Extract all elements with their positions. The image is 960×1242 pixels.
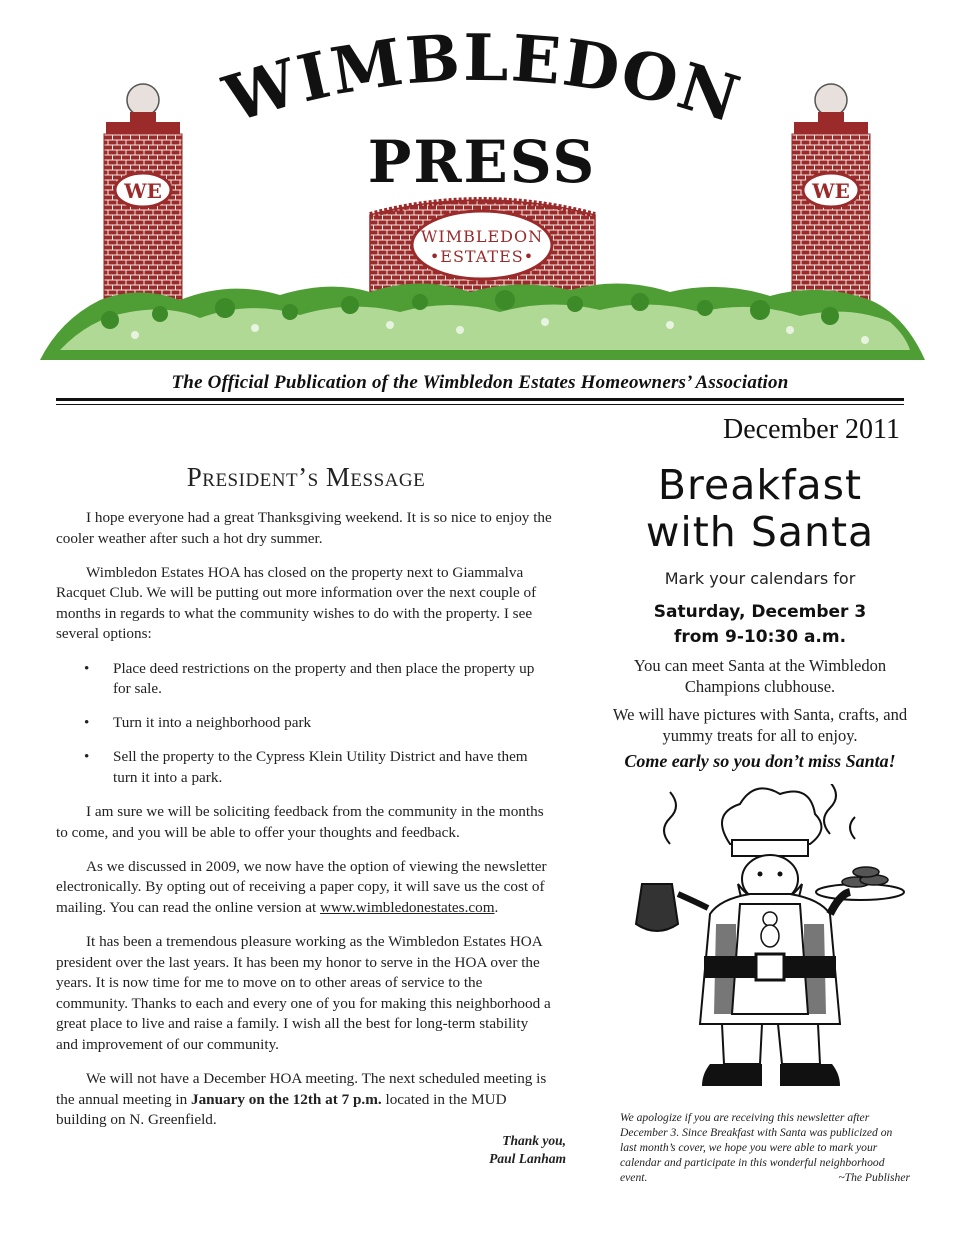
event-desc-2: We will have pictures with Santa, crafts, and yummy treats for all to enjoy. — [612, 705, 908, 745]
pm-p6-end: located in the MUD building on N. Greenfield. — [56, 1090, 507, 1129]
pm-p4-end: . — [494, 898, 499, 916]
meeting-date: January on the 12th at 7 p.m. — [190, 1090, 382, 1108]
presidents-message-heading: President’s Message — [186, 462, 426, 492]
bullet-glyph: • — [84, 748, 90, 766]
option-text: Turn it into a neighborhood park — [113, 714, 312, 732]
option-text: Sell the property to the Cypress Klein Utility District and have them turn it into a park. — [113, 748, 528, 786]
issue-date: December 2011 — [723, 414, 900, 445]
publisher-apology-note — [620, 1110, 910, 1185]
pm-paragraph-6 — [56, 1069, 552, 1131]
signature — [420, 1132, 566, 1168]
pm-paragraph-5: It has been a tremendous pleasure working as the Wimbledon Estates HOA president over the last years. It has been my honor to serve in the HOA over the years. It is now time for me to move on to other areas of service to the community. Thanks to each and every one of you for making this neighborhood a great place to live and raise a family. I wish all the best for long-term stability and improvement of our community. — [56, 933, 551, 1053]
pm-paragraph-4 — [56, 857, 552, 919]
pm-options-list — [56, 659, 552, 789]
list-item — [56, 713, 552, 734]
signoff: Thank you, — [502, 1133, 566, 1148]
bullet-glyph: • — [84, 714, 90, 732]
masthead-title-line2: PRESS — [367, 128, 597, 196]
masthead-illustration — [0, 0, 960, 400]
event-time: from 9-10:30 a.m. — [673, 627, 847, 647]
breakfast-with-santa-title — [610, 462, 910, 556]
masthead-rule-thin — [56, 404, 904, 405]
event-description — [610, 655, 910, 753]
masthead-title-line1: WIMBLEDON — [216, 20, 750, 139]
list-item — [56, 659, 552, 700]
pm-paragraph-1: I hope everyone had a great Thanksgiving weekend. It is so nice to enjoy the cooler weather after such a hot dry summer. — [56, 509, 552, 547]
pm-p4-text: As we discussed in 2009, we now have the option of viewing the newsletter electronically. By opting out of receiving a paper copy, it will save us the cost of mailing. You can read the online version at — [56, 857, 547, 916]
apology-text: We apologize if you are receiving this newsletter after December 3. Since Breakfast with Santa was publicized on last month’s cover, we hope you were able to mark your calendar and participate in this wonderful neighborhood event. — [620, 1111, 893, 1184]
right-pillar-monogram: WE — [812, 179, 850, 203]
apology-signer: ~The Publisher — [838, 1171, 910, 1184]
santa-icon — [630, 784, 910, 1094]
left-pillar — [104, 84, 182, 304]
option-text: Place deed restrictions on the property and then place the property up for sale. — [113, 659, 535, 698]
pm-paragraph-3: I am sure we will be soliciting feedback from the community in the months to come, and you will be able to offer your thoughts and feedback. — [56, 803, 544, 841]
event-desc-1: You can meet Santa at the Wimbledon Champions clubhouse. — [633, 656, 887, 696]
come-early-text: Come early so you don’t miss Santa! — [624, 751, 896, 771]
santa-chef-illustration — [630, 784, 910, 1094]
masthead-tagline: The Official Publication of the Wimbledon Estates Homeowners’ Association — [171, 372, 789, 393]
presidents-message-body — [56, 508, 552, 1144]
masthead-rule-thick — [56, 398, 904, 401]
bws-title-line1: Breakfast — [657, 461, 863, 509]
masthead — [0, 0, 960, 400]
website-link[interactable]: www.wimbledonestates.com — [320, 898, 495, 916]
left-pillar-monogram: WE — [124, 179, 162, 203]
mark-calendar-text: Mark your calendars for — [664, 569, 856, 588]
event-date: Saturday, December 3 — [653, 602, 867, 622]
pm-paragraph-2: Wimbledon Estates HOA has closed on the property next to Giammalva Racquet Club. We will be putting out more information over the next couple of months in regards to what the community wishes to do with the property. I see several options: — [56, 563, 537, 643]
sign-line1: WIMBLEDON — [420, 227, 544, 246]
bws-title-line2: with Santa — [645, 508, 875, 556]
list-item — [56, 747, 552, 788]
right-pillar — [792, 84, 870, 304]
event-datetime — [610, 600, 910, 650]
sign-line2: •ESTATES• — [429, 247, 535, 266]
pm-p6-text: We will not have a December HOA meeting. The next scheduled meeting is the annual meeting in — [56, 1070, 547, 1108]
signer-name: Paul Lanham — [489, 1151, 566, 1166]
bullet-glyph: • — [84, 659, 90, 677]
